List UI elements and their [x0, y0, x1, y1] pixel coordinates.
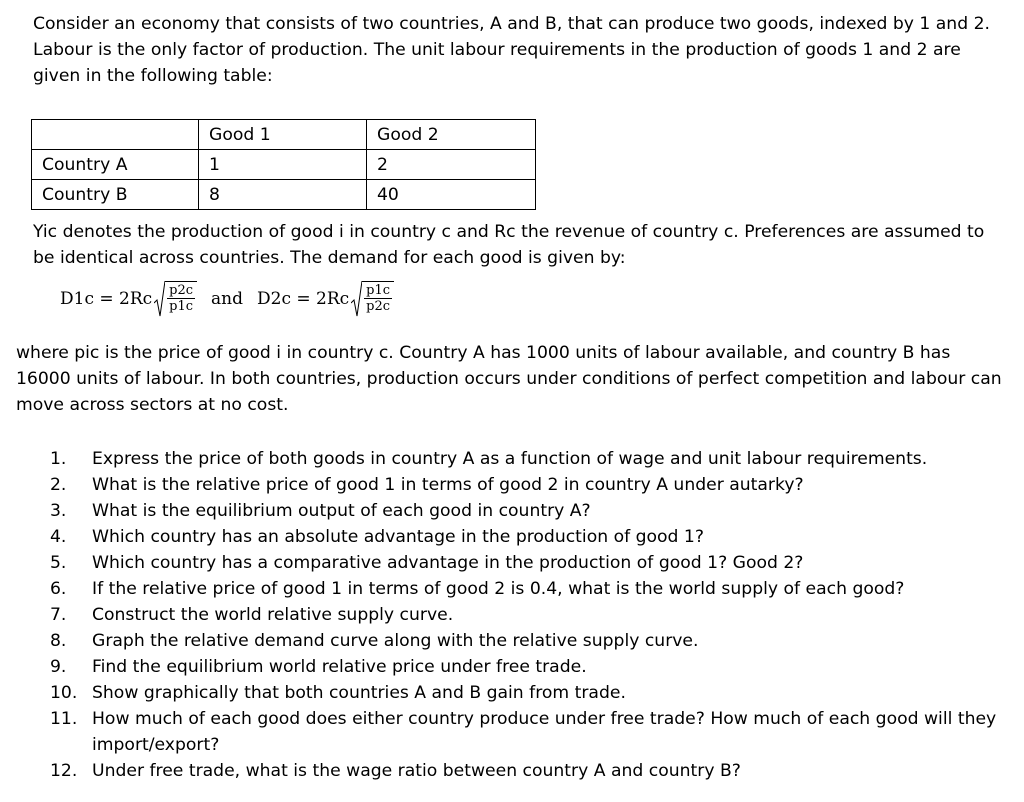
list-item — [50, 472, 1000, 498]
question-number: 12. — [50, 761, 78, 781]
fraction-2-denominator: p2c — [366, 299, 391, 314]
list-item — [50, 758, 1000, 784]
question-text: Which country has an absolute advantage in the production of good 1? — [92, 527, 704, 547]
question-text: How much of each good does either country produce under free trade? How much of each good will they import/export? — [92, 709, 997, 755]
question-text: Graph the relative demand curve along with the relative supply curve. — [92, 631, 699, 651]
question-text: Which country has a comparative advantage in the production of good 1? Good 2? — [92, 553, 804, 573]
fraction-1 — [165, 281, 197, 317]
question-number: 10. — [50, 683, 78, 703]
question-number: 8. — [50, 631, 67, 651]
intro-paragraph: Consider an economy that consists of two countries, A and B, that can produce two goods, indexed by 1 and 2. Labour is the only factor of production. The unit labour requirements in the production of goods 1 and 2 are given in the following table: — [33, 14, 990, 86]
list-item — [50, 498, 1000, 524]
demand-equations — [60, 281, 394, 317]
table-row — [32, 180, 536, 210]
question-text: Under free trade, what is the wage ratio between country A and country B? — [92, 761, 741, 781]
list-item — [50, 706, 1000, 758]
table-cell: 1 — [199, 150, 367, 180]
question-number: 2. — [50, 475, 67, 495]
question-text: What is the equilibrium output of each good in country A? — [92, 501, 591, 521]
list-item — [50, 680, 1000, 706]
table-row — [32, 150, 536, 180]
and-word: and — [211, 289, 243, 309]
question-number: 3. — [50, 501, 67, 521]
question-text: What is the relative price of good 1 in terms of good 2 in country A under autarky? — [92, 475, 804, 495]
labour-requirements-table — [31, 119, 536, 210]
question-text: If the relative price of good 1 in terms of good 2 is 0.4, what is the world supply of each good? — [92, 579, 905, 599]
question-number: 4. — [50, 527, 67, 547]
table-cell: 2 — [367, 150, 536, 180]
table-header-cell: Good 1 — [199, 120, 367, 150]
demand-eq-1-lhs: D1c = 2Rc — [60, 289, 153, 309]
question-text: Show graphically that both countries A and B gain from trade. — [92, 683, 626, 703]
question-number: 5. — [50, 553, 67, 573]
table-header-cell: Good 2 — [367, 120, 536, 150]
question-number: 1. — [50, 449, 67, 469]
question-number: 9. — [50, 657, 67, 677]
question-list — [50, 446, 1000, 784]
question-text: Construct the world relative supply curve. — [92, 605, 454, 625]
sqrt-symbol — [154, 281, 197, 317]
table-cell: 8 — [199, 180, 367, 210]
where-paragraph: where pic is the price of good i in country c. Country A has 1000 units of labour available, and country B has 16000 units of labour. In both countries, production occurs under conditions of perfect competition and labour can move across sectors at no cost. — [16, 343, 1002, 415]
fraction-1-denominator: p1c — [169, 299, 194, 314]
list-item — [50, 628, 1000, 654]
fraction-1-numerator: p2c — [169, 283, 194, 298]
table-cell: Country A — [32, 150, 199, 180]
question-number: 11. — [50, 709, 78, 729]
table-header-row — [32, 120, 536, 150]
question-text: Express the price of both goods in country A as a function of wage and unit labour requirements. — [92, 449, 928, 469]
demand-eq-2-lhs: D2c = 2Rc — [257, 289, 350, 309]
description-paragraph: Yic denotes the production of good i in country c and Rc the revenue of country c. Preferences are assumed to be identical across countries. The demand for each good is given by: — [33, 222, 985, 268]
sqrt-symbol — [351, 281, 394, 317]
question-number: 7. — [50, 605, 67, 625]
list-item — [50, 524, 1000, 550]
list-item — [50, 654, 1000, 680]
question-text: Find the equilibrium world relative price under free trade. — [92, 657, 587, 677]
table-cell: Country B — [32, 180, 199, 210]
fraction-2 — [362, 281, 394, 317]
list-item — [50, 550, 1000, 576]
table-cell: 40 — [367, 180, 536, 210]
fraction-2-numerator: p1c — [366, 283, 391, 298]
list-item — [50, 602, 1000, 628]
list-item — [50, 576, 1000, 602]
list-item — [50, 446, 1000, 472]
table-header-cell — [32, 120, 199, 150]
question-number: 6. — [50, 579, 67, 599]
